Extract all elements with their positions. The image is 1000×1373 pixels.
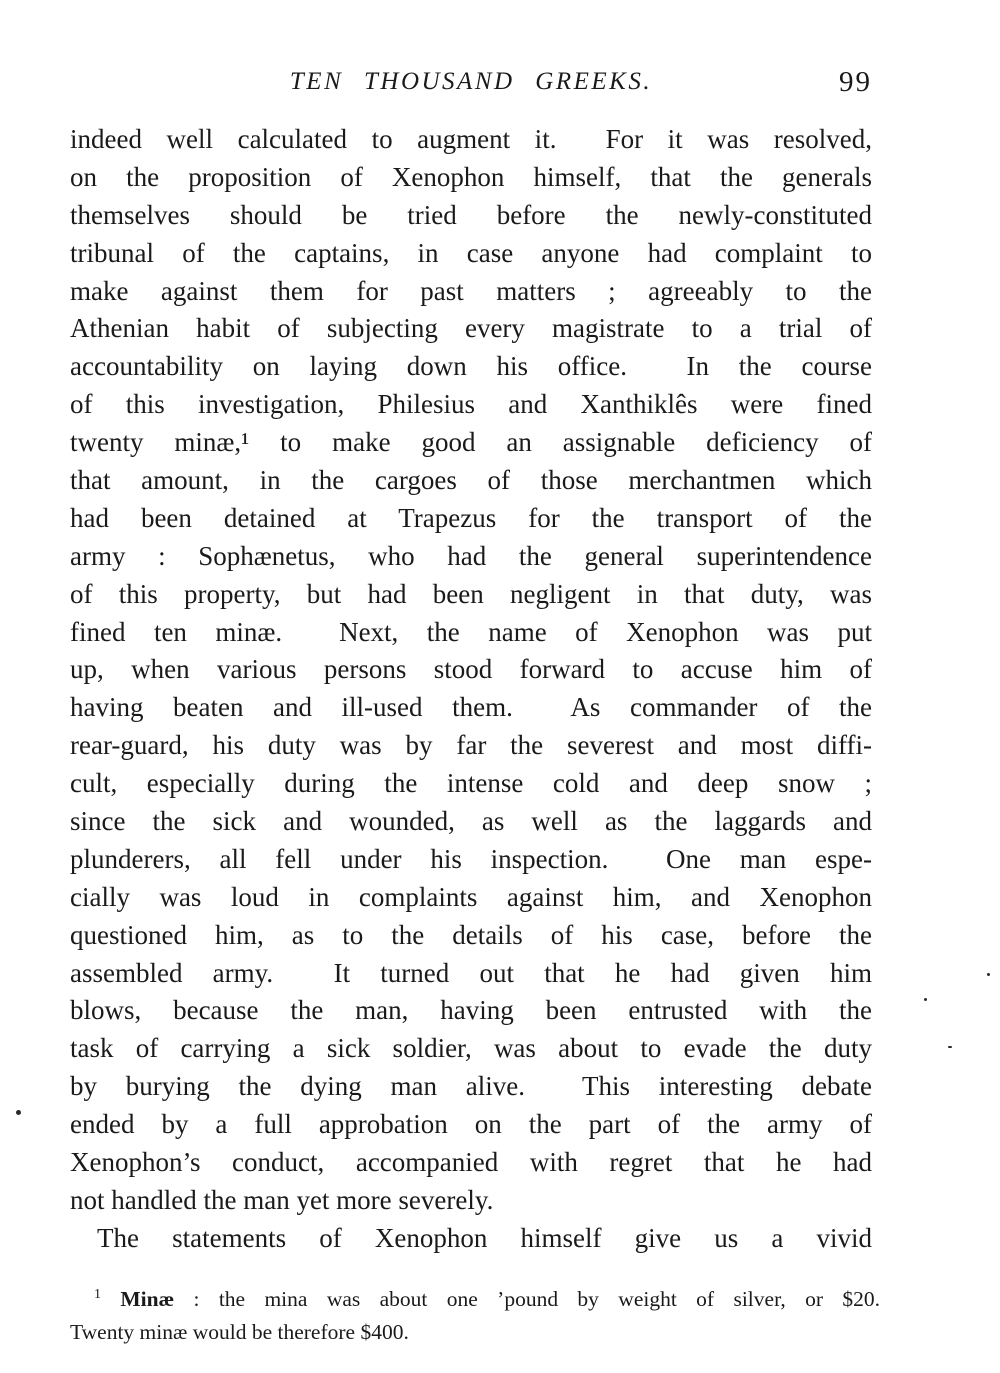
text-line: The statements of Xenophon himself give us a vivid xyxy=(97,1222,872,1253)
text-line: army : Sophænetus, who had the general superintendence xyxy=(70,540,872,571)
footnote xyxy=(70,1278,880,1349)
text-line: up, when various persons stood forward to accuse him of xyxy=(70,654,872,685)
text-line: rear-guard, his duty was by far the severest and most diffi- xyxy=(70,730,872,761)
text-line: Athenian habit of subjecting every magistrate to a trial of xyxy=(70,313,872,344)
page-header xyxy=(70,66,872,108)
text-line: of this property, but had been negligent in that duty, was xyxy=(70,578,872,609)
text-line: cially was loud in complaints against him, and Xenophon xyxy=(70,881,872,912)
text-line: had been detained at Trapezus for the transport of the xyxy=(70,502,872,533)
text-line: fined ten minæ. Next, the name of Xenophon was put xyxy=(70,616,872,647)
text-line: cult, especially during the intense cold and deep snow ; xyxy=(70,768,872,799)
text-line: of this investigation, Philesius and Xanthiklês were fined xyxy=(70,389,872,420)
footnote-marker: 1 xyxy=(94,1287,101,1302)
text-line: accountability on laying down his office. In the course xyxy=(70,351,872,382)
footnote-line: Twenty minæ would be therefore $400. xyxy=(70,1320,409,1345)
scan-artifact-dot xyxy=(16,1110,21,1115)
text-line: tribunal of the captains, in case anyone had complaint to xyxy=(70,237,872,268)
text-line: indeed well calculated to augment it. For it was resolved, xyxy=(70,124,872,154)
text-line: task of carrying a sick soldier, was about to evade the duty xyxy=(70,1033,872,1064)
text-line: plunderers, all fell under his inspection. One man espe- xyxy=(70,843,872,874)
text-line: that amount, in the cargoes of those merchantmen which xyxy=(70,465,872,496)
scan-artifact-dot xyxy=(987,973,990,976)
page-body xyxy=(70,121,872,1258)
scan-artifact-dot xyxy=(948,1046,952,1048)
footnote-text: : the mina was about one ’pound by weight of silver, or $20. xyxy=(174,1287,881,1312)
page-number: 99 xyxy=(839,66,872,98)
text-line: themselves should be tried before the newly-constituted xyxy=(70,199,872,230)
text-line: assembled army. It turned out that he had given him xyxy=(70,957,872,988)
footnote-term: Minæ xyxy=(120,1287,175,1312)
text-line: by burying the dying man alive. This interesting debate xyxy=(70,1071,872,1102)
text-line: on the proposition of Xenophon himself, that the generals xyxy=(70,161,872,192)
text-line: not handled the man yet more severely. xyxy=(70,1184,494,1215)
text-line: having beaten and ill-used them. As commander of the xyxy=(70,692,872,723)
text-line: make against them for past matters ; agreeably to the xyxy=(70,275,872,306)
text-line: twenty minæ,¹ to make good an assignable deficiency of xyxy=(70,427,872,458)
text-line: Xenophon’s conduct, accompanied with regret that he had xyxy=(70,1147,872,1178)
footnote-line xyxy=(70,1278,880,1316)
text-line: blows, because the man, having been entrusted with the xyxy=(70,995,872,1026)
text-line: questioned him, as to the details of his case, before the xyxy=(70,919,872,950)
scan-artifact-dot xyxy=(924,998,927,1001)
text-line: ended by a full approbation on the part of the army of xyxy=(70,1109,872,1140)
text-line: since the sick and wounded, as well as the laggards and xyxy=(70,806,872,837)
running-title: TEN THOUSAND GREEKS. xyxy=(289,68,653,95)
